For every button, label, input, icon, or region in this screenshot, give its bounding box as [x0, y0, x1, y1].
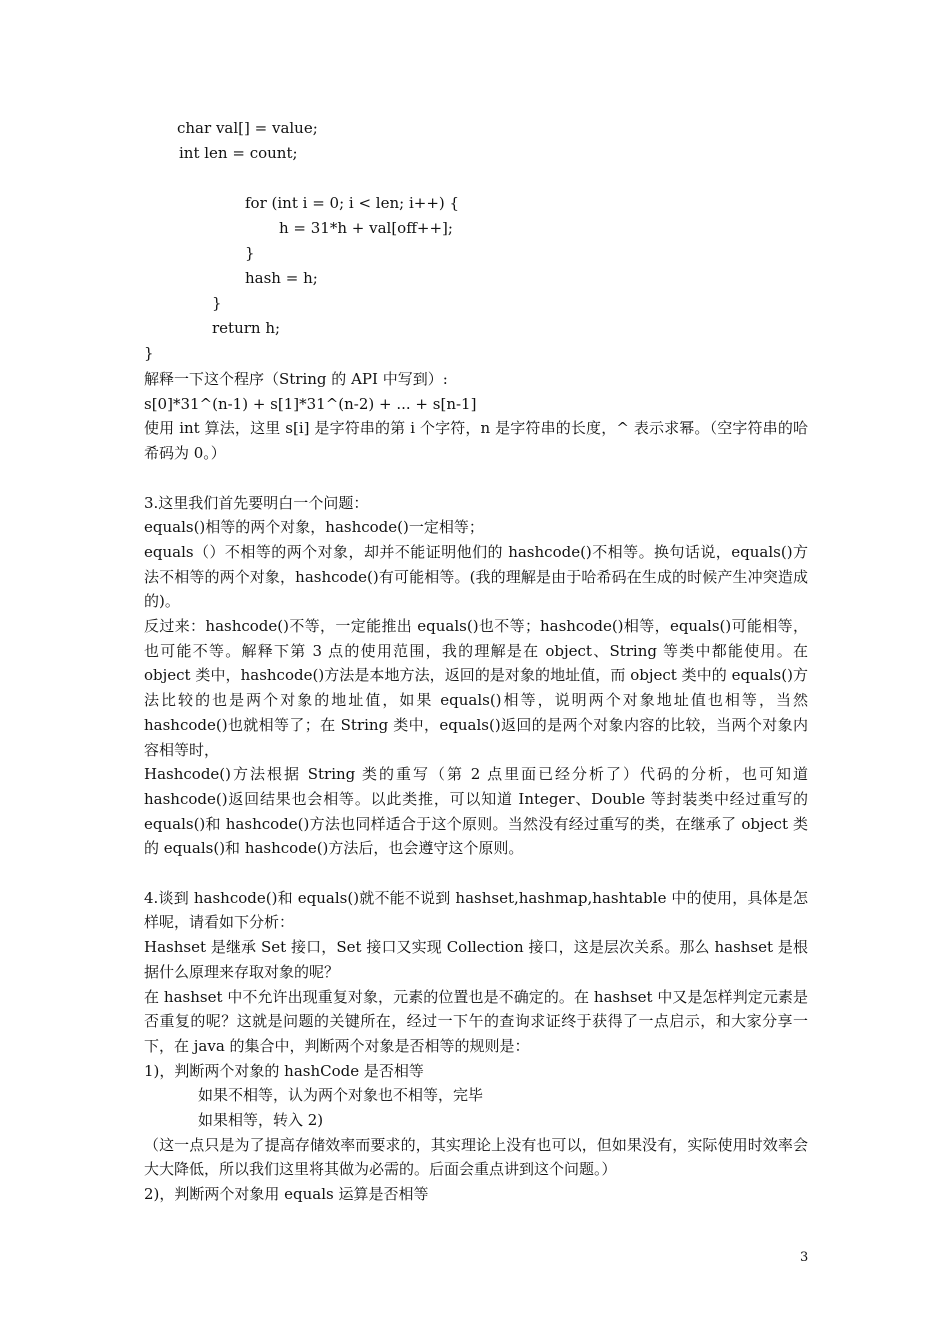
code-line: } [245, 244, 255, 262]
list-item: 2)，判断两个对象用 equals 运算是否相等 [144, 1185, 429, 1204]
blank-line [144, 861, 808, 886]
section-heading: 4.谈到 hashcode()和 equals()就不能不说到 hashset,hashmap,hashtable 中的使用，具体是怎样呢，请看如下分析： [144, 888, 808, 932]
list-item: 1)，判断两个对象的 hashCode 是否相等 [144, 1061, 424, 1080]
section-heading: 3.这里我们首先要明白一个问题： [144, 493, 369, 512]
paragraph: 解释一下这个程序（String 的 API 中写到）: [144, 370, 448, 388]
code-line: return h; [212, 319, 281, 337]
code-line: int len = count; [179, 144, 298, 162]
formula: s[0]*31^(n-1) + s[1]*31^(n-2) + ... + s[n-1] [144, 394, 477, 413]
page-number: 3 [800, 1250, 809, 1265]
code-line: hash = h; [245, 269, 318, 287]
code-line: } [144, 344, 154, 362]
body-text [144, 367, 808, 1207]
code-line: } [212, 294, 222, 312]
paragraph: 反过来：hashcode()不等，一定能推出 equals()也不等；hashcode()相等，equals()可能相等，也可能不等。解释下第 3 点的使用范围，我的理解是在 object、String 等类中都能使用。在 object 类中，hashcode()方法是本地方法，返回的是对象的地址值，而 object 类中的 equals()方法比较的也是两个对象的地址值，如果 equals()相等，说明两个对象地址值也相等，当然 hashcode()也就相等了；在 String 类中，equals()返回的是两个对象内容的比较，当两个对象内容相等时， [144, 617, 808, 759]
paragraph: （这一点只是为了提高存储效率而要求的，其实理论上没有也可以，但如果没有，实际使用时效率会大大降低，所以我们这里将其做为必需的。后面会重点讲到这个问题。） [144, 1135, 808, 1179]
code-line: for (int i = 0; i < len; i++) { [245, 194, 460, 212]
blank-line [144, 466, 808, 491]
paragraph: Hashset 是继承 Set 接口，Set 接口又实现 Collection 接口，这是层次关系。那么 hashset 是根据什么原理来存取对象的呢？ [144, 938, 808, 981]
code-line: char val[] = value; [177, 119, 318, 137]
list-subitem: 如果不相等，认为两个对象也不相等，完毕 [198, 1086, 484, 1105]
paragraph: equals（）不相等的两个对象，却并不能证明他们的 hashcode()不相等。换句话说，equals()方法不相等的两个对象，hashcode()有可能相等。(我的理解是由于哈希码在生成的时候产生冲突造成的)。 [144, 542, 808, 611]
paragraph: 在 hashset 中不允许出现重复对象，元素的位置也是不确定的。在 hashset 中又是怎样判定元素是否重复的呢？这就是问题的关键所在，经过一下午的查询求证终于获得了一点启示，和大家分享一下，在 java 的集合中，判断两个对象是否相等的规则是： [144, 987, 808, 1055]
paragraph: equals()相等的两个对象，hashcode()一定相等； [144, 518, 484, 537]
paragraph: 使用 int 算法，这里 s[i] 是字符串的第 i 个字符，n 是字符串的长度，^ 表示求幂。（空字符串的哈希码为 0。） [144, 419, 808, 463]
paragraph: Hashcode()方法根据 String 类的重写（第 2 点里面已经分析了）代码的分析，也可知道 hashcode()返回结果也会相等。以此类推，可以知道 Integer、Double 等封装类中经过重写的 equals()和 hashcode()方法也同样适合于这个原则。当然没有经过重写的类，在继承了 object 类的 equals()和 hashcode()方法后，也会遵守这个原则。 [144, 765, 808, 858]
list-subitem: 如果相等，转入 2) [198, 1111, 324, 1130]
code-line: h = 31*h + val[off++]; [279, 219, 453, 237]
